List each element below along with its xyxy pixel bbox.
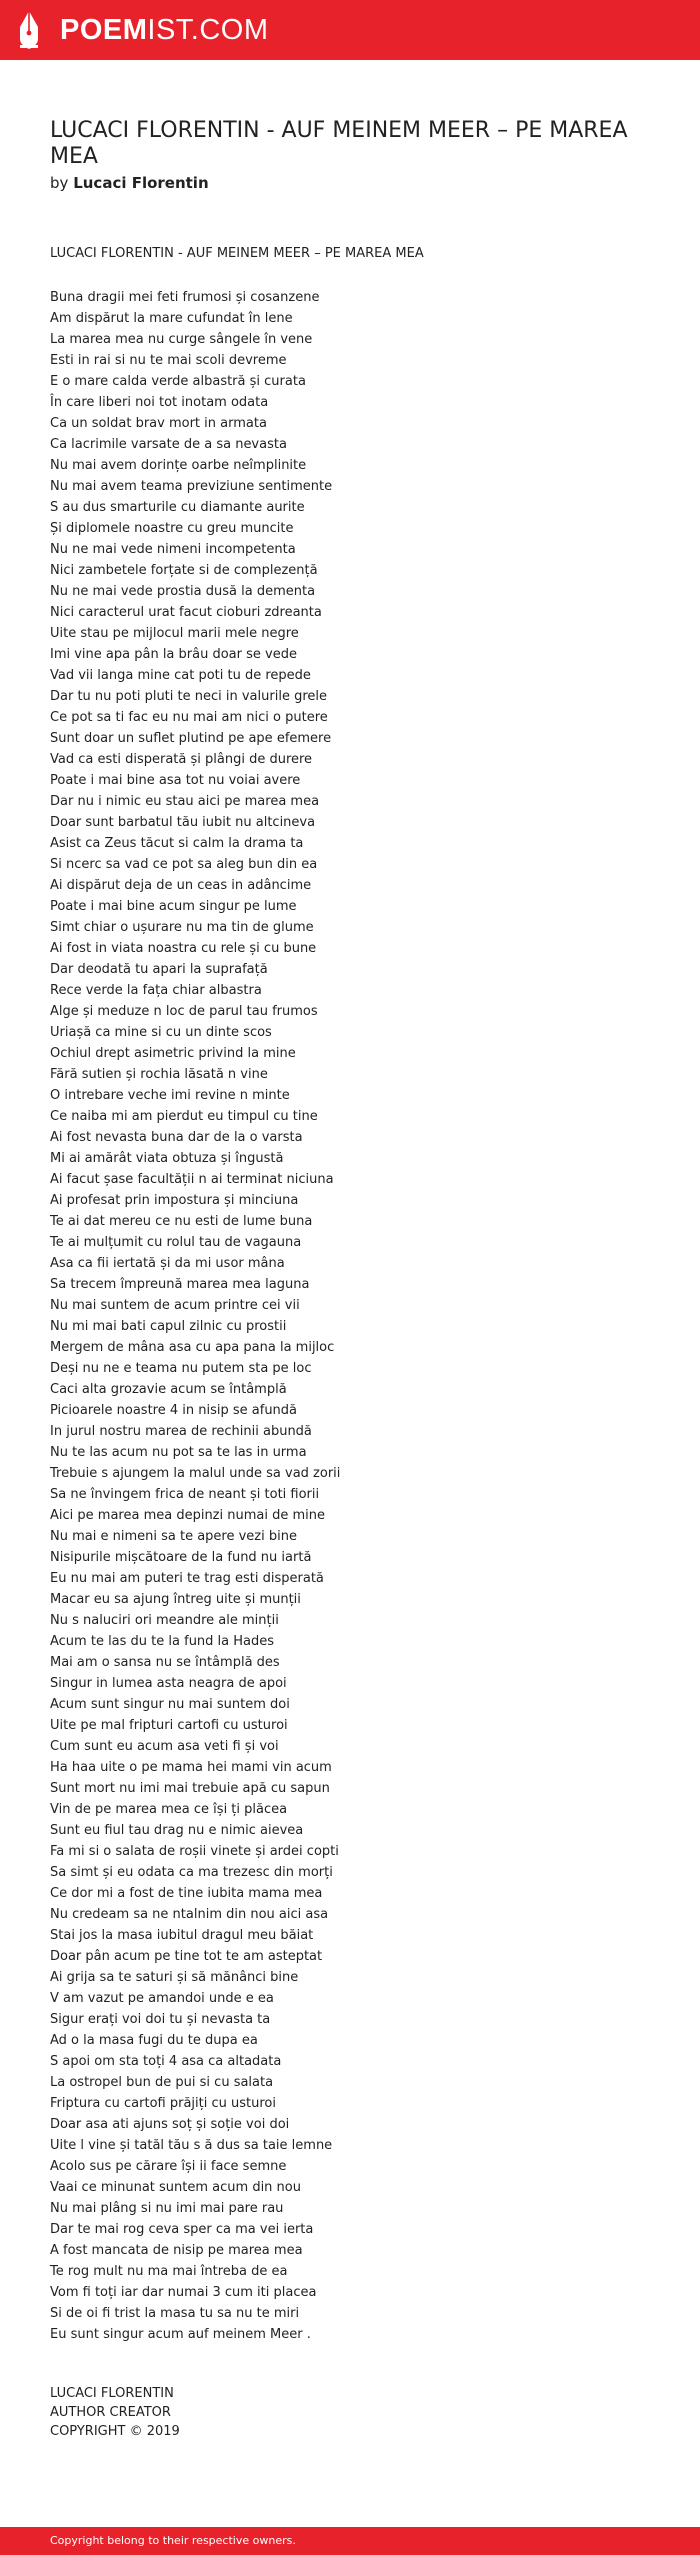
poem-line: Caci alta grozavie acum se întâmplă [50, 1382, 287, 1397]
poem-line: Aici pe marea mea depinzi numai de mine [50, 1508, 325, 1523]
poem-line: Mergem de mâna asa cu apa pana la mijloc [50, 1340, 335, 1355]
poem-line: Dar deodată tu apari la suprafață [50, 962, 268, 977]
poem-line: Doar pân acum pe tine tot te am asteptat [50, 1949, 323, 1964]
poem-line: Acum sunt singur nu mai suntem doi [50, 1697, 290, 1712]
poem-line: Stai jos la masa iubitul dragul meu băiat [50, 1928, 314, 1943]
poem-line: Nu mai avem dorințe oarbe neîmplinite [50, 458, 307, 473]
poem-line: Si ncerc sa vad ce pot sa aleg bun din ea [50, 857, 318, 872]
poem-line: Uite pe mal fripturi cartofi cu usturoi [50, 1718, 288, 1733]
poem-line: Doar sunt barbatul tău iubit nu altcineva [50, 815, 316, 830]
poem-line: Nici zambetele forțate si de complezență [50, 563, 318, 578]
top-bar [0, 0, 700, 60]
poem-line: Ce pot sa ti fac eu nu mai am nici o putere [50, 710, 328, 725]
poem-line: Ad o la masa fugi du te dupa ea [50, 2033, 258, 2048]
poem-line: Friptura cu cartofi prăjiți cu usturoi [50, 2096, 276, 2111]
poem-line: Nu mi mai bati capul zilnic cu prostii [50, 1319, 287, 1334]
poem-line: Nu ne mai vede nimeni incompetenta [50, 542, 296, 557]
poem-line: Nici caracterul urat facut cioburi zdreanta [50, 605, 322, 620]
poem-line: Te ai dat mereu ce nu esti de lume buna [50, 1214, 313, 1229]
signature-line: COPYRIGHT © 2019 [50, 2424, 180, 2439]
byline [50, 173, 209, 193]
poem-line: In jurul nostru marea de rechinii abundă [50, 1424, 312, 1439]
poem-line: Alge și meduze n loc de parul tau frumos [50, 1004, 318, 1019]
poem-line: Vom fi toți iar dar numai 3 cum iti placea [50, 2285, 317, 2300]
poem-line: Imi vine apa pân la brâu doar se vede [50, 647, 297, 662]
poem-line: A fost mancata de nisip pe marea mea [50, 2243, 303, 2258]
pen-nib-icon[interactable] [16, 9, 42, 51]
poem-line: Nu s naluciri ori meandre ale minții [50, 1613, 279, 1628]
byline-prefix: by [50, 174, 69, 192]
footer-copyright: Copyright belong to their respective owners. [50, 2534, 296, 2547]
poem-line: Trebuie s ajungem la malul unde sa vad zorii [50, 1466, 341, 1481]
author-link[interactable]: Lucaci Florentin [73, 174, 209, 192]
poem-line: Dar te mai rog ceva sper ca ma vei ierta [50, 2222, 314, 2237]
poem-line: Asa ca fii iertată și da mi usor mâna [50, 1256, 285, 1271]
poem-line: Vin de pe marea mea ce își ți plăcea [50, 1802, 288, 1817]
poem-line: Doar asa ati ajuns soț și soție voi doi [50, 2117, 290, 2132]
poem-line: Acum te las du te la fund la Hades [50, 1634, 275, 1649]
poem-line: Deși nu ne e teama nu putem sta pe loc [50, 1361, 312, 1376]
poem-line: Asist ca Zeus tăcut si calm la drama ta [50, 836, 304, 851]
poem-line: Vad ca esti disperată și plângi de durere [50, 752, 313, 767]
poem-line: Fa mi si o salata de roșii vinete și ardei copti [50, 1844, 339, 1859]
poem-line: Am dispărut la mare cufundat în lene [50, 311, 293, 326]
brand-light: IST.COM [147, 14, 269, 46]
poem-line: Si de oi fi trist la masa tu sa nu te miri [50, 2306, 300, 2321]
poem-line: Ai facut șase facultății n ai terminat niciuna [50, 1172, 334, 1187]
poem-line: Ce naiba mi am pierdut eu timpul cu tine [50, 1109, 318, 1124]
poem-line: Nu mai e nimeni sa te apere vezi bine [50, 1529, 297, 1544]
poem-line: Rece verde la fața chiar albastra [50, 983, 262, 998]
poem-line: Și diplomele noastre cu greu muncite [50, 521, 294, 536]
poem-line: S au dus smarturile cu diamante aurite [50, 500, 305, 515]
poem-line: Nisipurile mișcătoare de la fund nu iartă [50, 1550, 312, 1565]
poem-line: Sa simt și eu odata ca ma trezesc din morți [50, 1865, 333, 1880]
poem-line: Ca lacrimile varsate de a sa nevasta [50, 437, 287, 452]
poem-line: Singur in lumea asta neagra de apoi [50, 1676, 287, 1691]
poem-line: Mai am o sansa nu se întâmplă des [50, 1655, 280, 1670]
poem-line: Te rog mult nu ma mai întreba de ea [50, 2264, 288, 2279]
poem-line: În care liberi noi tot inotam odata [50, 395, 269, 410]
poem-line: La ostropel bun de pui si cu salata [50, 2075, 274, 2090]
poem-line: Vaai ce minunat suntem acum din nou [50, 2180, 301, 2195]
poem-line: Ce dor mi a fost de tine iubita mama mea [50, 1886, 323, 1901]
poem-line: Nu te las acum nu pot sa te las in urma [50, 1445, 307, 1460]
poem-line: Esti in rai si nu te mai scoli devreme [50, 353, 287, 368]
poem-line: Ha haa uite o pe mama hei mami vin acum [50, 1760, 332, 1775]
poem-line: Ca un soldat brav mort in armata [50, 416, 267, 431]
signature-line: LUCACI FLORENTIN [50, 2386, 174, 2401]
poem-line: Poate i mai bine asa tot nu voiai avere [50, 773, 301, 788]
poem-line: Poate i mai bine acum singur pe lume [50, 899, 297, 914]
poem-line: V am vazut pe amandoi unde e ea [50, 1991, 274, 2006]
poem-line: Dar tu nu poti pluti te neci in valurile grele [50, 689, 327, 704]
poem-line: Nu mai plâng si nu imi mai pare rau [50, 2201, 284, 2216]
poem-line: Ai dispărut deja de un ceas in adâncime [50, 878, 312, 893]
poem-line: Nu credeam sa ne ntalnim din nou aici asa [50, 1907, 329, 1922]
poem-line: Sa trecem împreună marea mea laguna [50, 1277, 310, 1292]
brand-bold: POEM [60, 14, 148, 46]
poem-line: Nu ne mai vede prostia dusă la dementa [50, 584, 316, 599]
poem-line: Cum sunt eu acum asa veti fi și voi [50, 1739, 279, 1754]
poem-body [50, 287, 670, 2345]
footer-bar [0, 2527, 700, 2555]
poem-line: Sa ne învingem frica de neant și toti fiorii [50, 1487, 320, 1502]
poem-line: Ai profesat prin impostura și minciuna [50, 1193, 299, 1208]
poem-line: Sunt mort nu imi mai trebuie apă cu sapun [50, 1781, 330, 1796]
signature-line: AUTHOR CREATOR [50, 2405, 171, 2420]
poem-line: Dar nu i nimic eu stau aici pe marea mea [50, 794, 320, 809]
poem-line: Nu mai avem teama previziune sentimente [50, 479, 333, 494]
poem-line: Nu mai suntem de acum printre cei vii [50, 1298, 300, 1313]
poem-line: Macar eu sa ajung întreg uite și munții [50, 1592, 301, 1607]
poem-line: Uite stau pe mijlocul marii mele negre [50, 626, 299, 641]
site-logo-link[interactable] [60, 14, 269, 46]
poem-line: Mi ai amărât viata obtuza și îngustă [50, 1151, 284, 1166]
poem-line: Eu sunt singur acum auf meinem Meer . [50, 2327, 311, 2342]
poem-title: LUCACI FLORENTIN - AUF MEINEM MEER – PE MAREA MEA [50, 118, 628, 169]
poem-line: E o mare calda verde albastră și curata [50, 374, 306, 389]
poem-line: Picioarele noastre 4 in nisip se afundă [50, 1403, 298, 1418]
poem-line: Sunt doar un suflet plutind pe ape efemere [50, 731, 332, 746]
poem-line: Vad vii langa mine cat poti tu de repede [50, 668, 311, 683]
poem-line: Sunt eu fiul tau drag nu e nimic aievea [50, 1823, 304, 1838]
poem-line: Ai grija sa te saturi și să mănânci bine [50, 1970, 299, 1985]
poem-line: Te ai mulțumit cu rolul tau de vagauna [50, 1235, 302, 1250]
poem-line: Ochiul drept asimetric privind la mine [50, 1046, 296, 1061]
poem-line: Fără sutien și rochia lăsată n vine [50, 1067, 268, 1082]
author-signature [50, 2384, 180, 2441]
poem-line: Ai fost in viata noastra cu rele și cu bune [50, 941, 317, 956]
poem-line: Acolo sus pe cărare își ii face semne [50, 2159, 287, 2174]
poem-line: O intrebare veche imi revine n minte [50, 1088, 290, 1103]
poem-line: La marea mea nu curge sângele în vene [50, 332, 313, 347]
poem-line: Buna dragii mei feti frumosi și cosanzene [50, 290, 320, 305]
poem-line: Sigur erați voi doi tu și nevasta ta [50, 2012, 271, 2027]
poem-line: Uite l vine și tatăl tău s ă dus sa taie lemne [50, 2138, 333, 2153]
poem-line: Eu nu mai am puteri te trag esti disperată [50, 1571, 324, 1586]
poem-line: S apoi om sta toți 4 asa ca altadata [50, 2054, 282, 2069]
poem-line: Ai fost nevasta buna dar de la o varsta [50, 1130, 303, 1145]
poem-line: Simt chiar o ușurare nu ma tin de glume [50, 920, 314, 935]
poem-line: Uriașă ca mine si cu un dinte scos [50, 1025, 272, 1040]
poem-subtitle: LUCACI FLORENTIN - AUF MEINEM MEER – PE MAREA MEA [50, 246, 424, 261]
